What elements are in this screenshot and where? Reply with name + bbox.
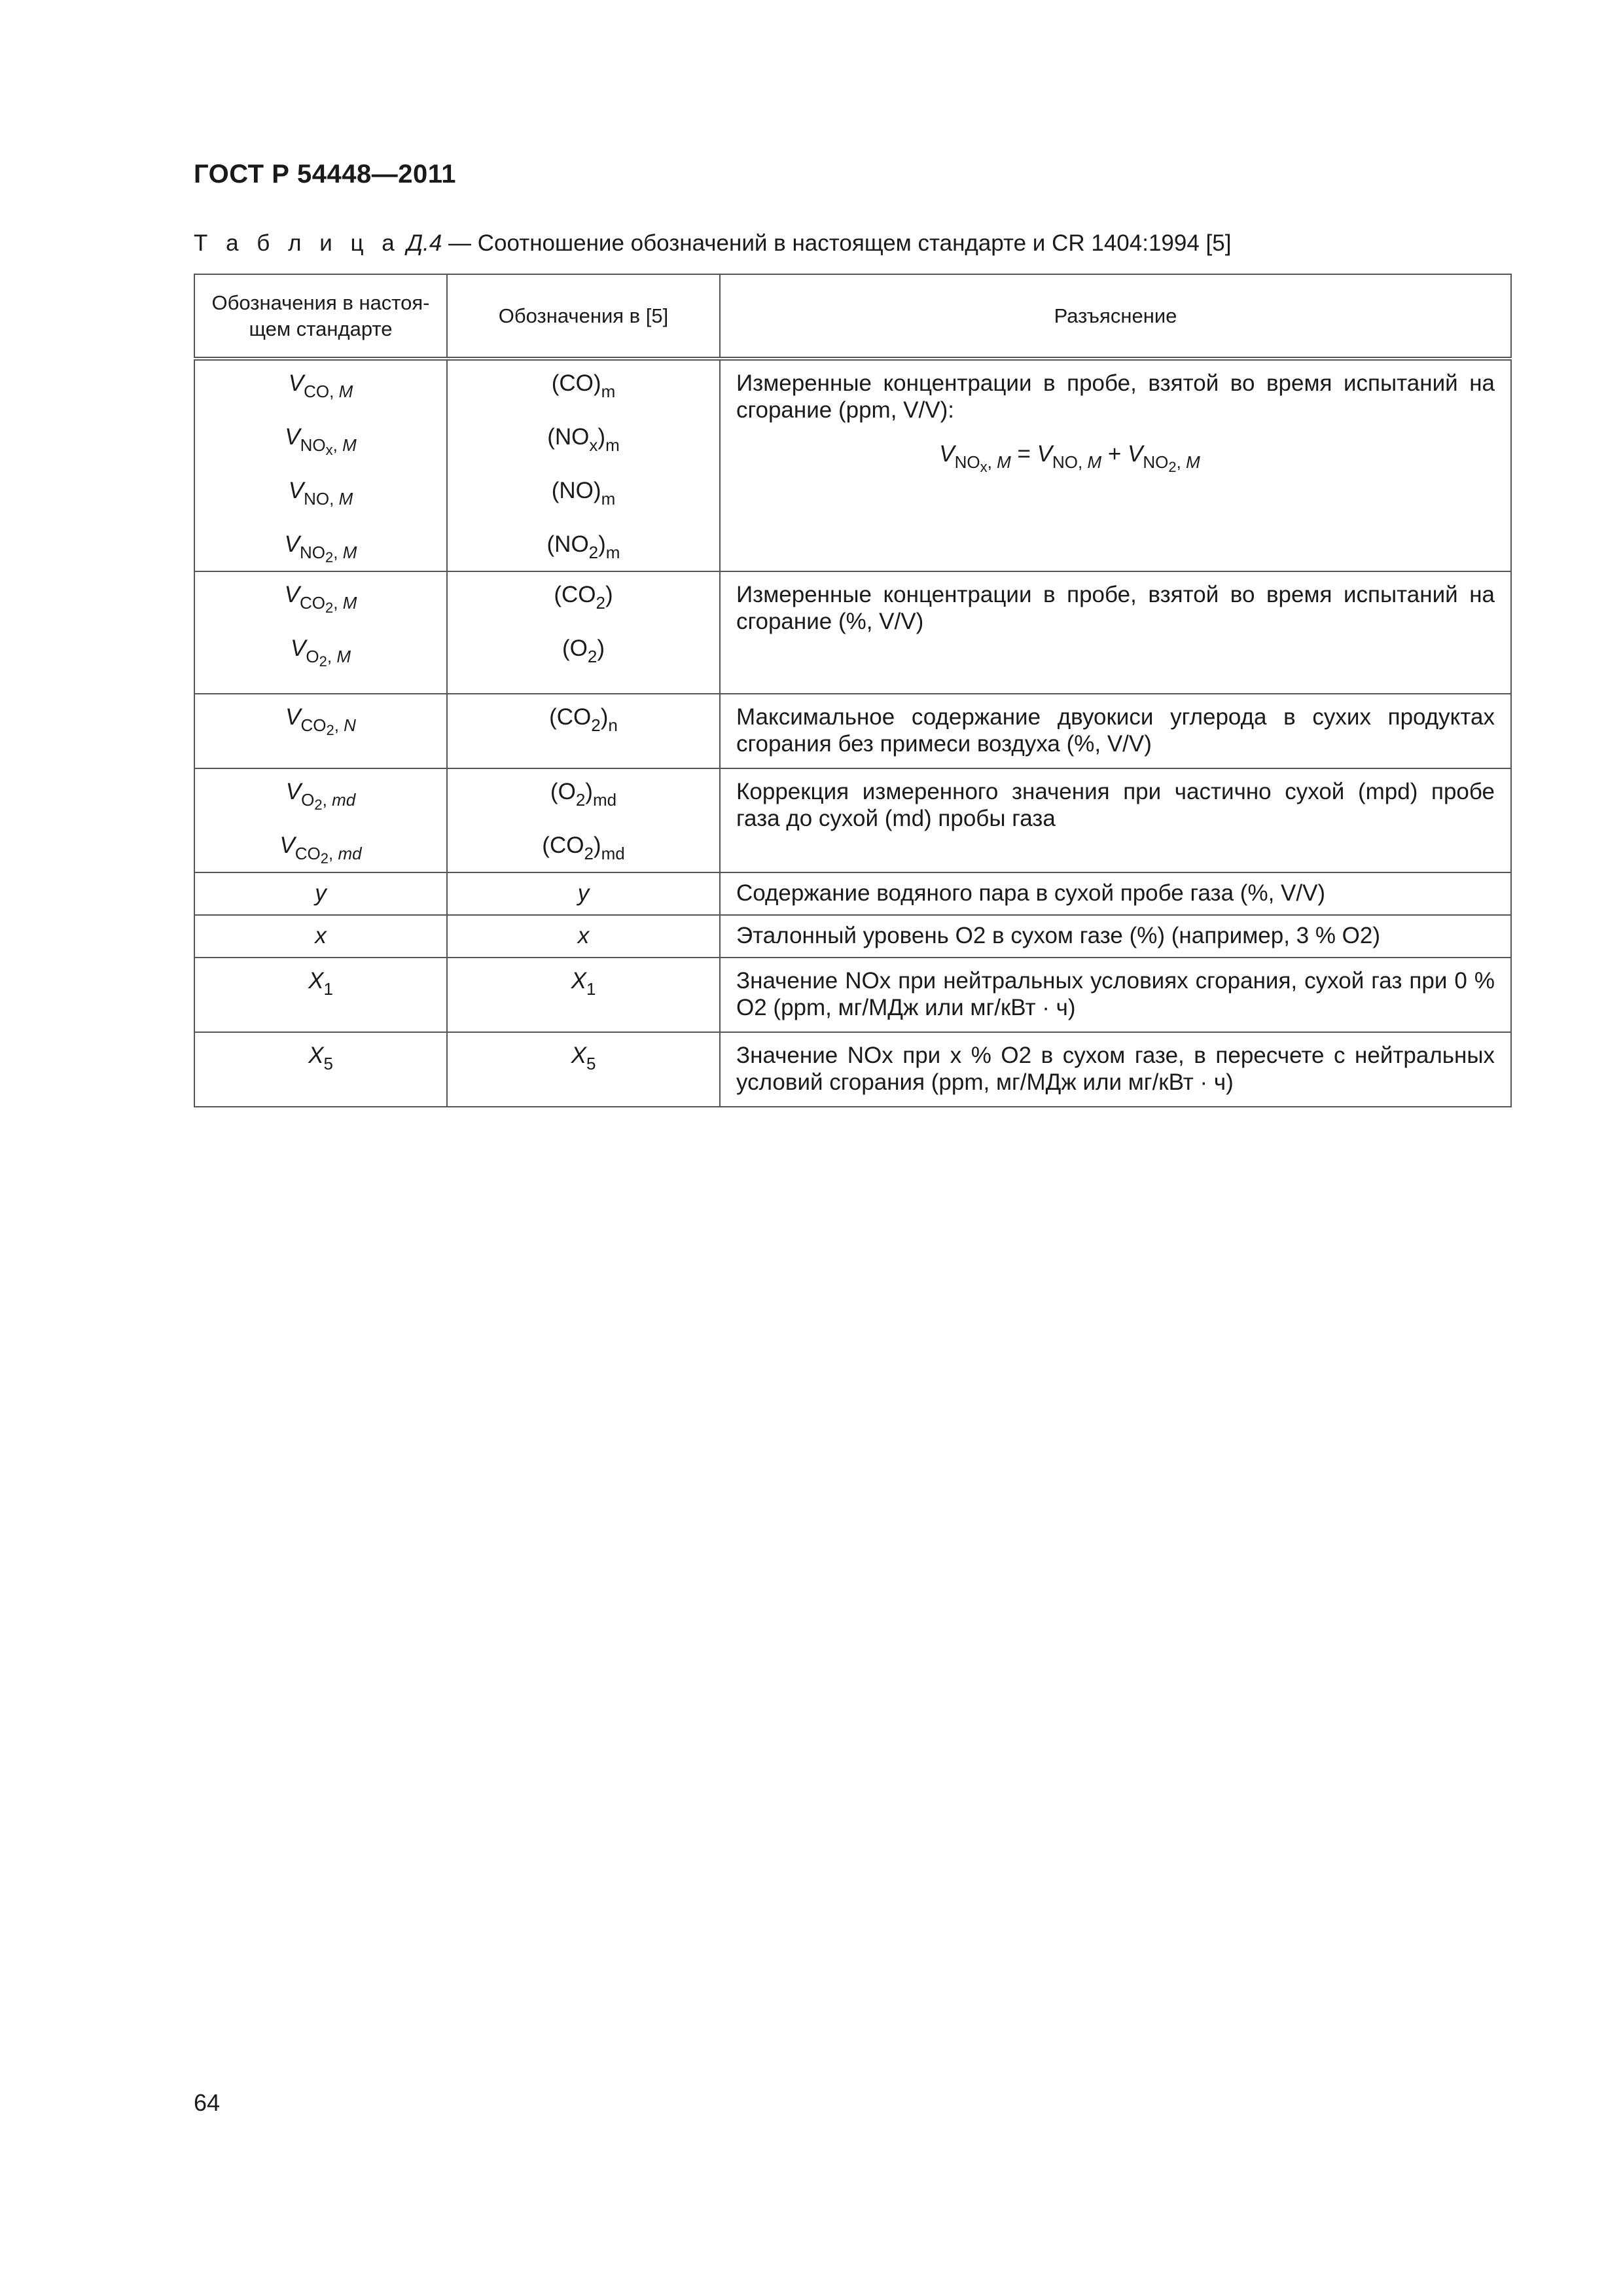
reference-symbol-cell: $(O_2)_{md}$ $(CO_2)_{md}$	[447, 768, 720, 872]
standard-symbol-cell: x	[194, 915, 447, 958]
explanation-text: Измеренные концентрации в пробе, взятой во время испытаний на сгорание (%, V/V)	[736, 582, 1495, 634]
standard-symbol-cell: $V_{O_2, md}$ $V_{CO_2, md}$	[194, 768, 447, 872]
reference-symbol-cell: x	[447, 915, 720, 958]
table-row	[194, 571, 1511, 694]
table-row	[194, 1032, 1511, 1107]
table-row	[194, 958, 1511, 1032]
standard-symbol-cell: $X_5$	[194, 1032, 447, 1107]
explanation-text: Значение NOx при x % O2 в сухом газе, в пересчете с нейтральных условий сгорания (ppm, мг/МДж или мг/кВт · ч)	[736, 1043, 1495, 1095]
explanation-text: Максимальное содержание двуокиси углерода в сухих продуктах сгорания без примеси воздуха (%, V/V)	[736, 704, 1495, 757]
standard-symbol-cell: y	[194, 872, 447, 915]
caption-text: — Соотношение обозначений в настоящем стандарте и CR 1404:1994 [5]	[442, 230, 1232, 256]
standard-symbol-cell: $V_{CO_2, M}$ $V_{O_2, M}$	[194, 571, 447, 694]
table-row	[194, 359, 1511, 571]
caption-number: Д.4	[406, 230, 442, 256]
column-header: Обозначения в настоя-щем стандарте	[194, 274, 447, 359]
reference-symbol-cell: $X_1$	[447, 958, 720, 1032]
page-number: 64	[194, 2089, 221, 2116]
explanation-cell	[720, 958, 1511, 1032]
caption-prefix: Т а б л и ц а	[194, 230, 401, 256]
document-header: ГОСТ Р 54448—2011	[194, 160, 456, 188]
explanation-cell	[720, 768, 1511, 872]
reference-symbol-cell: $X_5$	[447, 1032, 720, 1107]
explanation-text: Измеренные концентрации в пробе, взятой во время испытаний на сгорание (ppm, V/V):	[736, 370, 1495, 423]
designation-table	[194, 274, 1512, 1107]
explanation-text: Содержание водяного пара в сухой пробе газа (%, V/V)	[736, 880, 1326, 906]
explanation-cell	[720, 915, 1511, 958]
table-row	[194, 768, 1511, 872]
table-row	[194, 694, 1511, 768]
standard-symbol-cell: $X_1$	[194, 958, 447, 1032]
explanation-text: Эталонный уровень O2 в сухом газе (%) (например, 3 % O2)	[736, 923, 1381, 948]
reference-symbol-cell: $(CO_2)$ $(O_2)$	[447, 571, 720, 694]
standard-symbol-cell: $V_{CO, M}$ $V_{NO_x, M}$ $V_{NO, M}$ $V_{NO_2, M}$	[194, 359, 447, 571]
explanation-cell	[720, 571, 1511, 694]
column-header: Обозначения в [5]	[447, 274, 720, 359]
explanation-cell	[720, 1032, 1511, 1107]
column-header: Разъяснение	[720, 274, 1511, 359]
explanation-text: Значение NOx при нейтральных условиях сгорания, сухой газ при 0 % O2 (ppm, мг/МДж или мг/кВт · ч)	[736, 968, 1495, 1020]
reference-symbol-cell: $(CO_2)_n$	[447, 694, 720, 768]
explanation-cell	[720, 359, 1511, 571]
table-caption	[194, 230, 1231, 257]
standard-symbol-cell: $V_{CO_2, N}$	[194, 694, 447, 768]
explanation-cell	[720, 872, 1511, 915]
table-row	[194, 872, 1511, 915]
explanation-cell	[720, 694, 1511, 768]
reference-symbol-cell: $(CO)_m$ $(NO_x)_m$ $(NO)_m$ $(NO_2)_m$	[447, 359, 720, 571]
table-header-row	[194, 274, 1511, 359]
formula: $V_{NO_x, M} = V_{NO, M} + V_{NO_2, M}$	[939, 441, 1200, 475]
table-row	[194, 915, 1511, 958]
reference-symbol-cell: y	[447, 872, 720, 915]
explanation-text: Коррекция измеренного значения при частично сухой (mpd) пробе газа до сухой (md) пробы газа	[736, 779, 1495, 831]
